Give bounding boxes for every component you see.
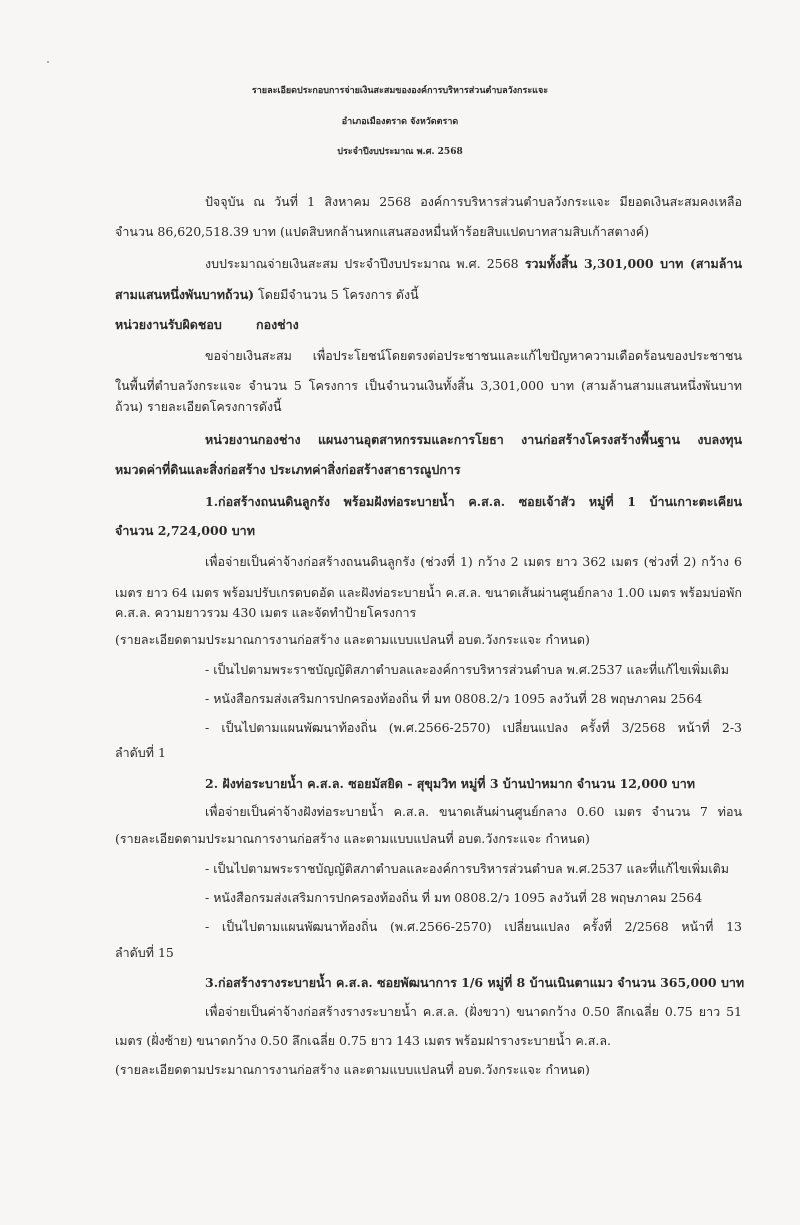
project2-desc-line1: เพื่อจ่ายเป็นค่าจ้างฝังท่อระบายน้ำ ค.ส.ล. ขนาดเส้นผ่านศูนย์กลาง 0.60 เมตร จำนวน 7 ท่อน xyxy=(205,804,742,819)
project1-desc-line3: ค.ส.ล. ความยาวรวม 430 เมตร และจัดทำป้ายโครงการ xyxy=(115,605,417,620)
project3-title: 3.ก่อสร้างรางระบายน้ำ ค.ส.ล. ซอยพัฒนาการ 1/6 หมู่ที่ 8 บ้านเนินตาแมว จำนวน 365,000 บาท xyxy=(205,975,745,990)
responsible-unit-label: หน่วยงานรับผิดชอบ xyxy=(115,317,222,332)
project2-note: (รายละเอียดตามประมาณการงานก่อสร้าง และตามแบบแปลนที่ อบต.วังกระแจะ กำหนด) xyxy=(115,831,590,846)
project2-ref1: - เป็นไปตามพระราชบัญญัติสภาตำบลและองค์การบริหารส่วนตำบล พ.ศ.2537 และที่แก้ไขเพิ่มเติม xyxy=(205,861,730,876)
project1-desc-line1: เพื่อจ่ายเป็นค่าจ้างก่อสร้างถนนดินลูกรัง (ช่วงที่ 1) กว้าง 2 เมตร ยาว 362 เมตร (ช่วงที่ 2) กว้าง 6 xyxy=(205,554,742,569)
project-count: โดยมีจำนวน 5 โครงการ ดังนี้ xyxy=(254,287,419,302)
project1-desc-line2: เมตร ยาว 64 เมตร พร้อมปรับเกรดบดอัด และฝังท่อระบายน้ำ ค.ส.ล. ขนาดเส้นผ่านศูนย์กลาง 1.00 เมตร พร้อมบ่อพัก xyxy=(115,585,742,600)
document-district: อำเภอเมืองตราด จังหวัดตราด xyxy=(341,117,459,127)
project3-desc-line2: เมตร (ฝั่งซ้าย) ขนาดกว้าง 0.50 ลึกเฉลี่ย 0.75 ยาว 143 เมตร พร้อมฝารางระบายน้ำ ค.ส.ล. xyxy=(115,1033,611,1048)
project2-ref3-cont: ลำดับที่ 15 xyxy=(115,945,174,960)
project1-note: (รายละเอียดตามประมาณการงานก่อสร้าง และตามแบบแปลนที่ อบต.วังกระแจะ กำหนด) xyxy=(115,632,590,647)
category-line1: หน่วยงานกองช่าง แผนงานอุตสาหกรรมและการโยธา งานก่อสร้างโครงสร้างพื้นฐาน งบลงทุน xyxy=(205,432,742,447)
project3-desc-line1: เพื่อจ่ายเป็นค่าจ้างก่อสร้างรางระบายน้ำ ค.ส.ล. (ฝั่งขวา) ขนาดกว้าง 0.50 ลึกเฉลี่ย 0.75 ยาว 51 xyxy=(205,1004,742,1019)
budget-label: งบประมาณจ่ายเงินสะสม ประจำปีงบประมาณ พ.ศ. 2568 xyxy=(205,256,525,271)
project2-title: 2. ฝังท่อระบายน้ำ ค.ส.ล. ซอยมัสยิด - สุขุมวิท หมู่ที่ 3 บ้านป่าหมาก จำนวน 12,000 บาท xyxy=(205,776,695,791)
project1-title-line2: จำนวน 2,724,000 บาท xyxy=(115,523,255,538)
responsible-unit-value: กองช่าง xyxy=(256,317,299,332)
project1-ref3: - เป็นไปตามแผนพัฒนาท้องถิ่น (พ.ศ.2566-2570) เปลี่ยนแปลง ครั้งที่ 3/2568 หน้าที่ 2-3 xyxy=(205,720,742,735)
paper-speck xyxy=(47,61,49,63)
intro-p1-line1: ปัจจุบัน ณ วันที่ 1 สิงหาคม 2568 องค์การบริหารส่วนตำบลวังกระแจะ มียอดเงินสะสมคงเหลือ xyxy=(205,194,742,209)
document-title: รายละเอียดประกอบการจ่ายเงินสะสมขององค์การบริหารส่วนตำบลวังกระแจะ xyxy=(251,86,549,96)
project1-title-line1: 1.ก่อสร้างถนนดินลูกรัง พร้อมฝังท่อระบายน้ำ ค.ส.ล. ซอยเจ้าสัว หมู่ที่ 1 บ้านเกาะตะเคียน xyxy=(205,494,742,509)
intro-p3-line1: ขอจ่ายเงินสะสม เพื่อประโยชน์โดยตรงต่อประชาชนและแก้ไขปัญหาความเดือดร้อนของประชาชน xyxy=(205,348,742,363)
project2-ref2: - หนังสือกรมส่งเสริมการปกครองท้องถิ่น ที่ มท 0808.2/ว 1095 ลงวันที่ 28 พฤษภาคม 2564 xyxy=(205,890,703,905)
project2-ref3: - เป็นไปตามแผนพัฒนาท้องถิ่น (พ.ศ.2566-2570) เปลี่ยนแปลง ครั้งที่ 2/2568 หน้าที่ 13 xyxy=(205,919,742,934)
project1-ref3-cont: ลำดับที่ 1 xyxy=(115,745,166,760)
intro-p3-line2: ในพื้นที่ตำบลวังกระแจะ จำนวน 5 โครงการ เป็นจำนวนเงินทั้งสิ้น 3,301,000 บาท (สามล้านสามแสนหนึ่งพันบาท xyxy=(115,378,742,393)
intro-p3-line3: ถ้วน) รายละเอียดโครงการดังนี้ xyxy=(115,399,282,414)
project1-ref2: - หนังสือกรมส่งเสริมการปกครองท้องถิ่น ที่ มท 0808.2/ว 1095 ลงวันที่ 28 พฤษภาคม 2564 xyxy=(205,691,703,706)
document-fiscal-year: ประจำปีงบประมาณ พ.ศ. 2568 xyxy=(337,147,463,157)
budget-total-words: สามแสนหนึ่งพันบาทถ้วน) xyxy=(115,287,255,302)
intro-p2-line2 xyxy=(115,286,419,304)
category-line2: หมวดค่าที่ดินและสิ่งก่อสร้าง ประเภทค่าสิ่งก่อสร้างสาธารณูปการ xyxy=(115,462,461,477)
intro-p1-line2: จำนวน 86,620,518.39 บาท (แปดสิบหกล้านหกแสนสองหมื่นห้าร้อยสิบแปดบาทสามสิบเก้าสตางค์) xyxy=(115,224,649,239)
project3-note: (รายละเอียดตามประมาณการงานก่อสร้าง และตามแบบแปลนที่ อบต.วังกระแจะ กำหนด) xyxy=(115,1062,590,1077)
project1-ref1: - เป็นไปตามพระราชบัญญัติสภาตำบลและองค์การบริหารส่วนตำบล พ.ศ.2537 และที่แก้ไขเพิ่มเติม xyxy=(205,662,730,677)
budget-total: รวมทั้งสิ้น 3,301,000 บาท (สามล้าน xyxy=(524,256,742,271)
intro-p2-line1 xyxy=(205,255,742,273)
